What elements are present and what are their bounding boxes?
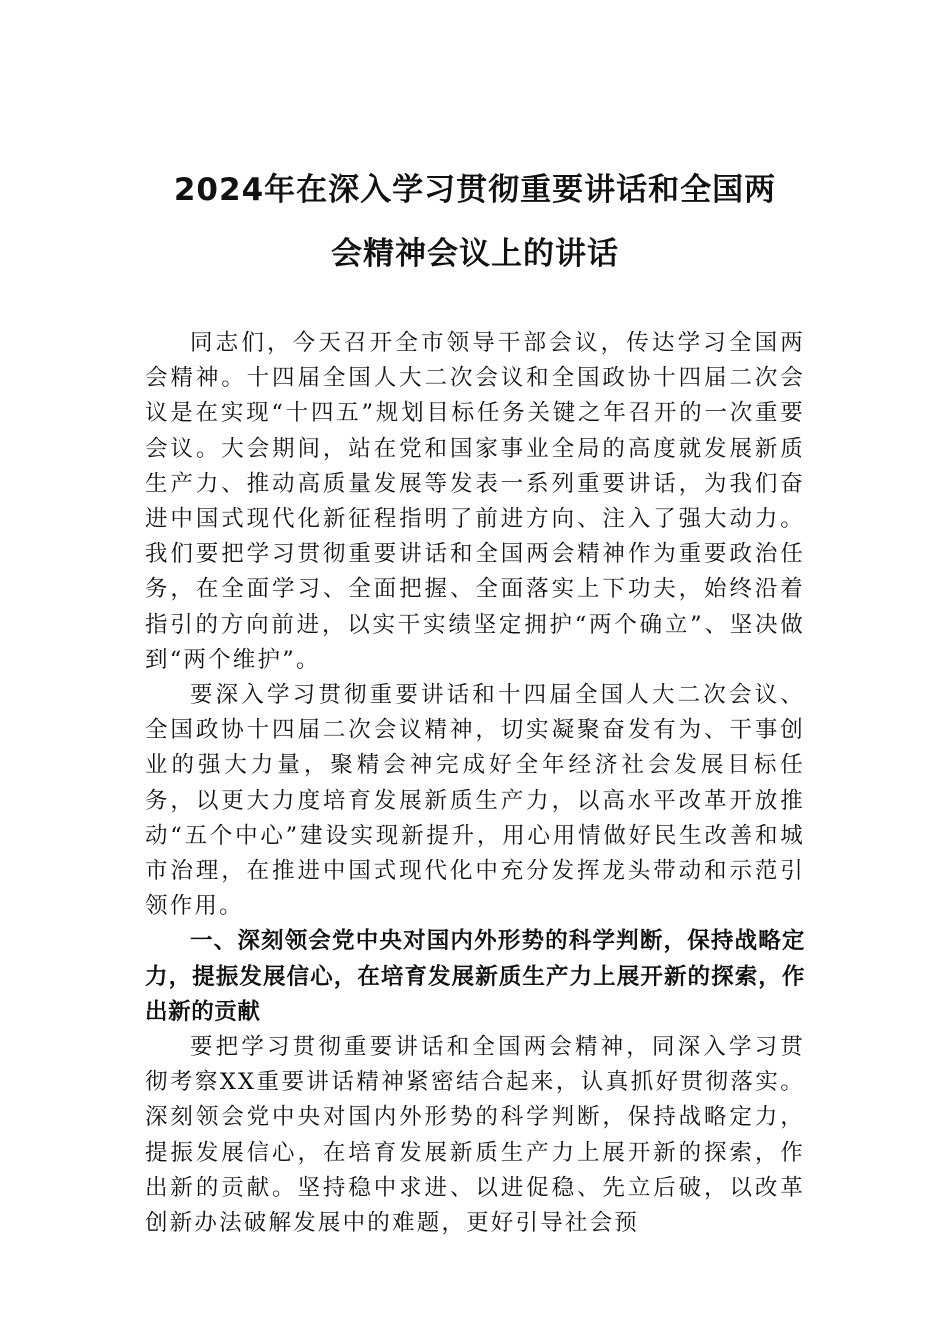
title-line-2: 会精神会议上的讲话 [331, 236, 619, 272]
document-title [145, 158, 805, 286]
title-line-1: 2024年在深入学习贯彻重要讲话和全国两 [173, 172, 777, 208]
paragraph-opening: 同志们，今天召开全市领导干部会议，传达学习全国两会精神。十四届全国人大二次会议和全国政协十四届二次会议是在实现“十四五”规划目标任务关键之年召开的一次重要会议。大会期间，站在党和国家事业全局的高度就发展新质生产力、推动高质量发展等发表一系列重要讲话，为我们奋进中国式现代化新征程指明了前进方向、注入了强大动力。我们要把学习贯彻重要讲话和全国两会精神作为重要政治任务，在全面学习、全面把握、全面落实上下功夫，始终沿着指引的方向前进，以实干实绩坚定拥护“两个确立”、坚决做到“两个维护”。 [145, 330, 805, 673]
section-heading-1: 一、深刻领会党中央对国内外形势的科学判断，保持战略定力，提振发展信心，在培育发展新质生产力上展开新的探索，作出新的贡献 [145, 928, 805, 1025]
paragraph-requirements: 要深入学习贯彻重要讲话和十四届全国人大二次会议、全国政协十四届二次会议精神，切实凝聚奋发有为、干事创业的强大力量，聚精会神完成好全年经济社会发展目标任务，以更大力度培育发展新质生产力，以高水平改革开放推动“五个中心”建设实现新提升，用心用情做好民生改善和城市治理，在推进中国式现代化中充分发挥龙头带动和示范引领作用。 [145, 682, 805, 920]
document-body [145, 326, 805, 1241]
paragraph-section-1: 要把学习贯彻重要讲话和全国两会精神，同深入学习贯彻考察XX重要讲话精神紧密结合起来，认真抓好贯彻落实。深刻领会党中央对国内外形势的科学判断，保持战略定力，提振发展信心，在培育发展新质生产力上展开新的探索，作出新的贡献。坚持稳中求进、以进促稳、先立后破，以改革创新办法破解发展中的难题，更好引导社会预 [145, 1034, 805, 1237]
